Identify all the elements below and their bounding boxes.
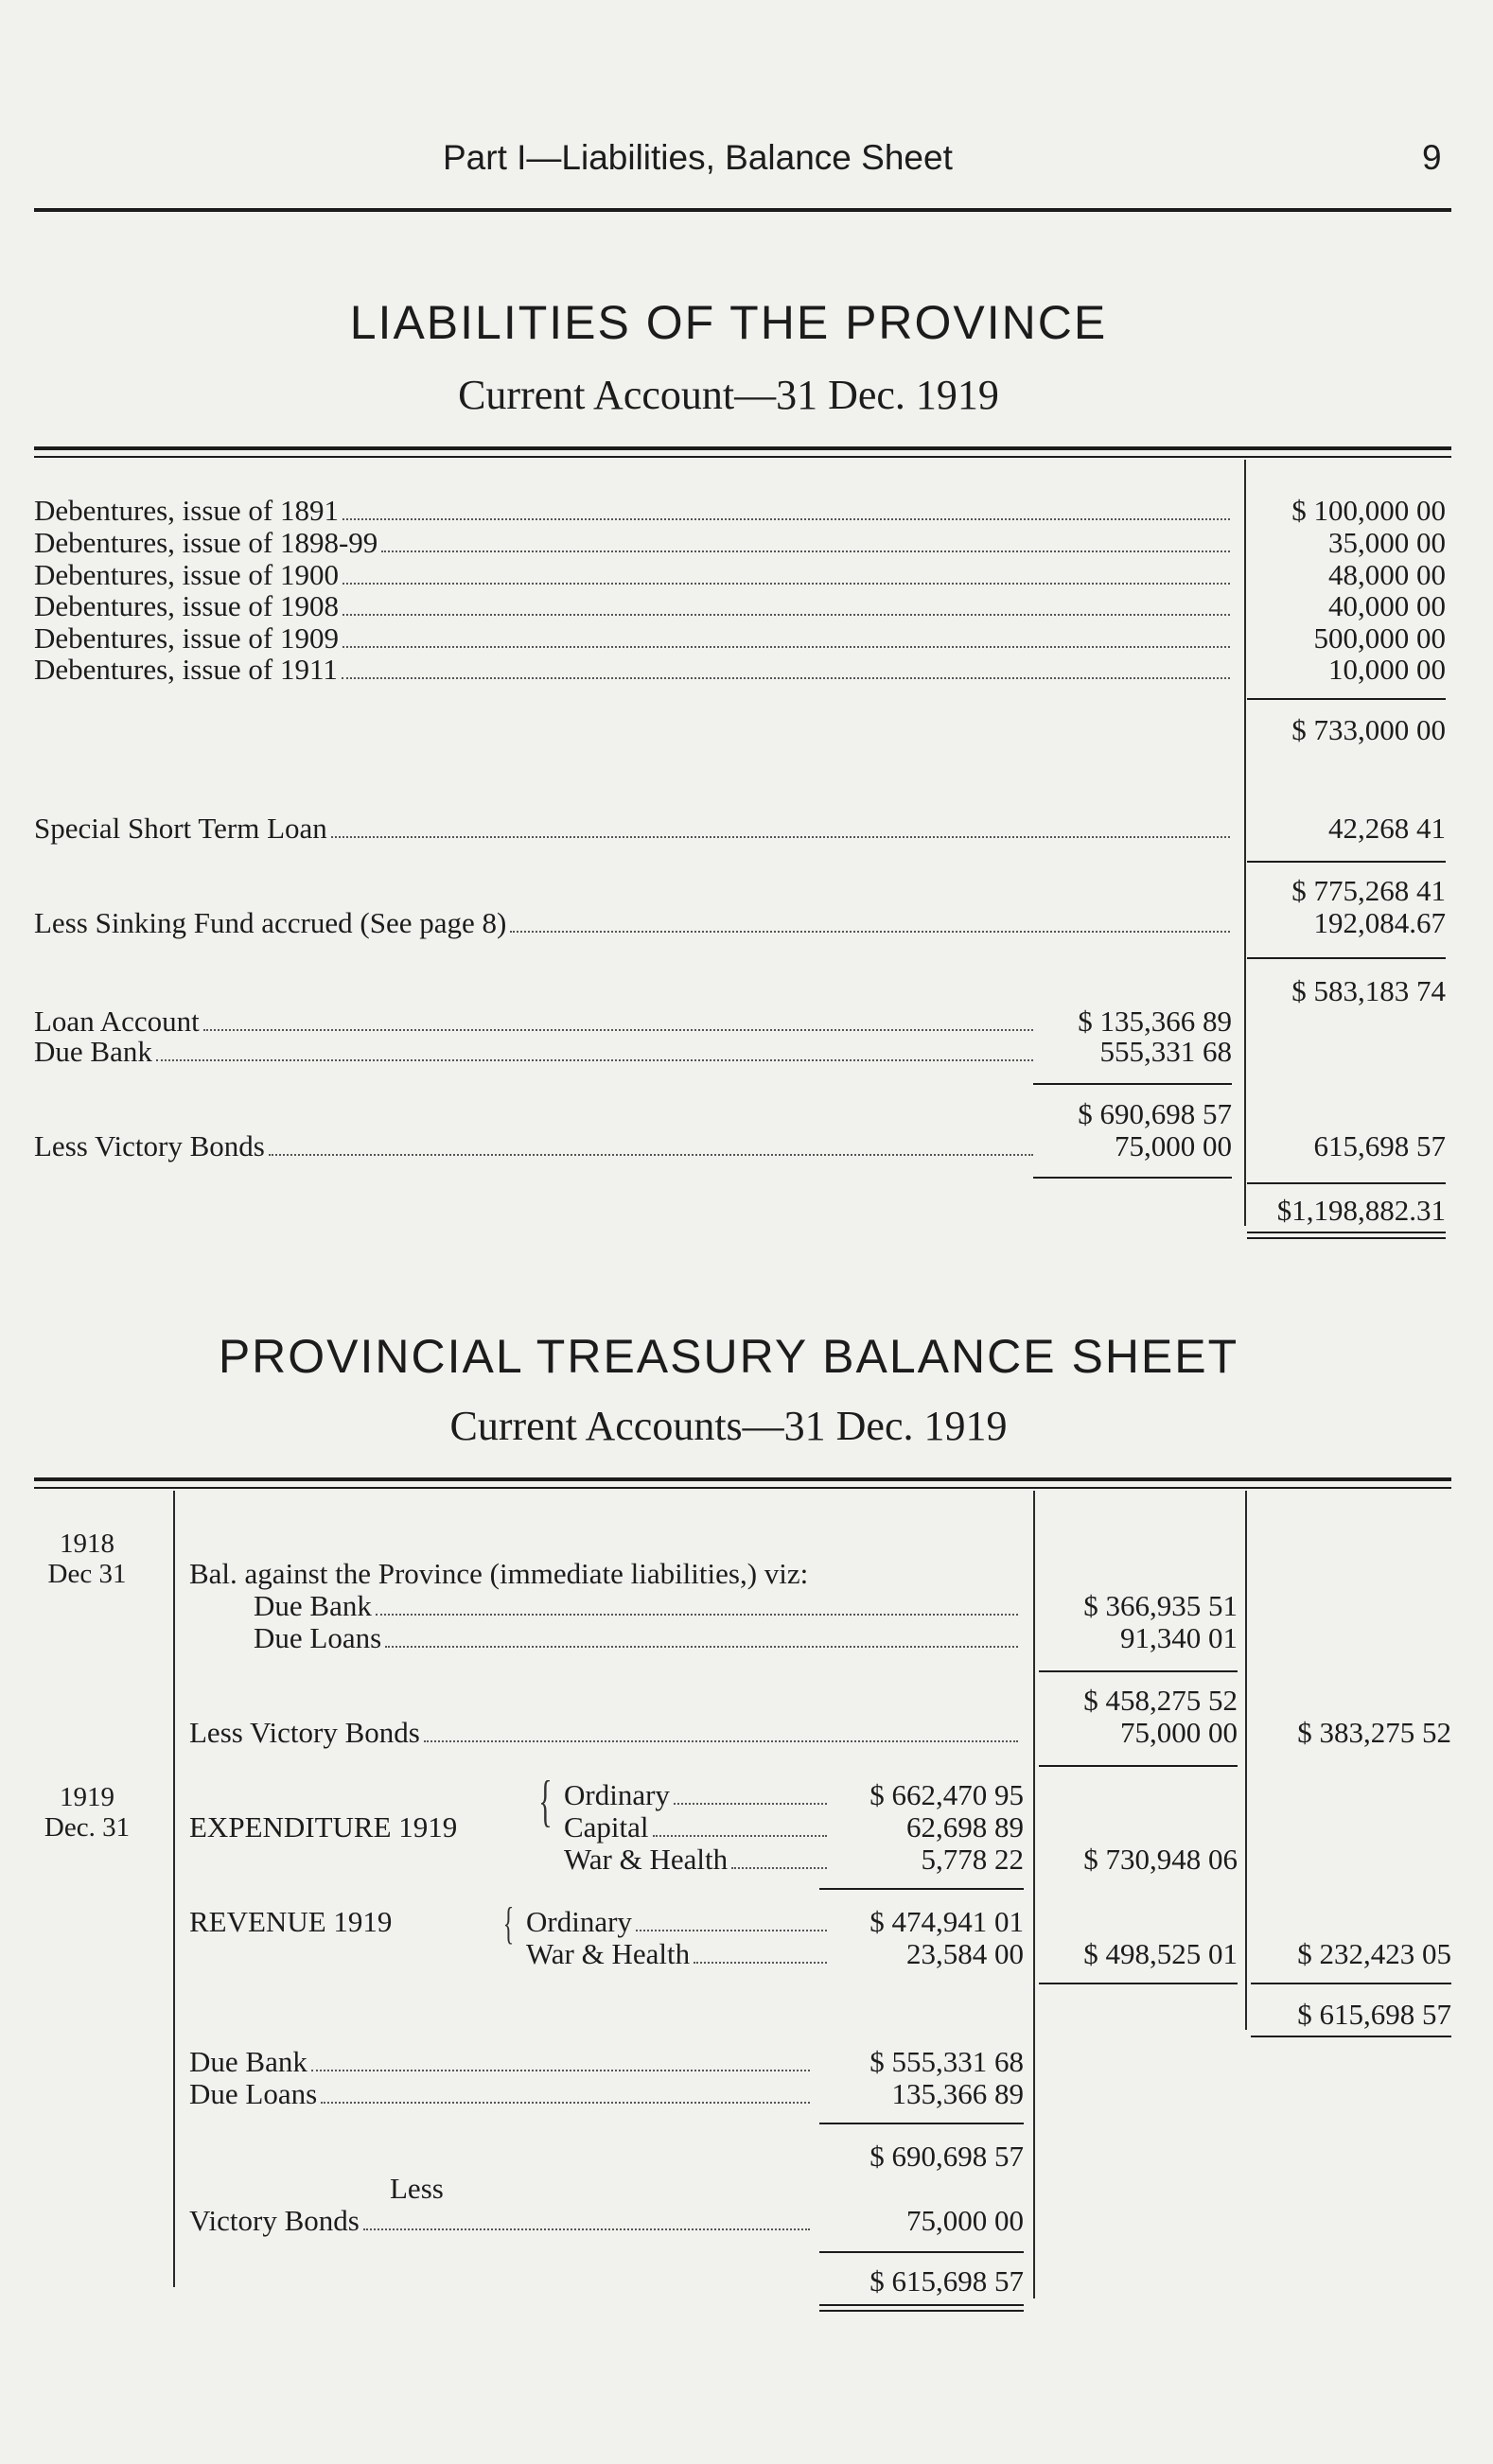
debenture-row: Debentures, issue of 1900 <box>34 558 1234 590</box>
rule <box>819 1888 1024 1890</box>
balance-heading: Bal. against the Province (immediate liabilities,) viz: <box>189 1557 809 1590</box>
liabilities-top-rule <box>34 446 1451 450</box>
due-bank-row: Due Bank <box>34 1035 1037 1067</box>
recon-final: $ 615,698 57 <box>869 2264 1024 2298</box>
revenue-amount: 23,584 00 <box>906 1937 1024 1970</box>
liabilities-top-rule-thin <box>34 456 1451 458</box>
date-day: Dec 31 <box>47 1559 127 1589</box>
treasury-column-divider <box>1245 1491 1247 2030</box>
debenture-amount: 500,000 00 <box>1313 621 1446 655</box>
recon-due-bank-amount: $ 555,331 68 <box>869 2045 1024 2078</box>
liabilities-subtitle: Current Account—31 Dec. 1919 <box>458 372 999 418</box>
rule <box>1247 1237 1446 1239</box>
expenditure-item: Ordinary <box>564 1778 831 1810</box>
subtotal-2: $ 583,183 74 <box>1291 974 1446 1007</box>
running-title: Part I—Liabilities, Balance Sheet <box>443 138 953 177</box>
recon-victory-amount: 75,000 00 <box>906 2204 1024 2237</box>
rule <box>819 2310 1024 2312</box>
due-bank-amount: 555,331 68 <box>1099 1035 1232 1068</box>
special-loan-row: Special Short Term Loan <box>34 812 1234 844</box>
expenditure-amount: 5,778 22 <box>921 1843 1024 1876</box>
rule <box>1247 957 1446 959</box>
expenditure-total: $ 730,948 06 <box>1083 1843 1238 1876</box>
liabilities-title: LIABILITIES OF THE PROVINCE <box>349 296 1108 349</box>
net-balance: $ 383,275 52 <box>1297 1716 1451 1749</box>
expenditure-label: EXPENDITURE 1919 <box>189 1810 458 1844</box>
expenditure-item: Capital <box>564 1810 831 1843</box>
rule <box>819 2304 1024 2306</box>
treasury-column-divider <box>1033 1491 1035 2298</box>
revenue-amount: $ 474,941 01 <box>869 1905 1024 1938</box>
subtotal-1: $ 775,268 41 <box>1291 874 1446 907</box>
sinking-fund-amount: 192,084.67 <box>1313 906 1446 939</box>
liabilities-column-divider <box>1244 460 1246 1226</box>
debenture-row: Debentures, issue of 1911 <box>34 653 1234 685</box>
due-bank-row: Due Bank <box>254 1589 1022 1621</box>
rule <box>1251 2036 1451 2037</box>
surplus: $ 232,423 05 <box>1297 1937 1451 1970</box>
rule <box>1247 1232 1446 1233</box>
rule <box>1251 1983 1451 1984</box>
page-number: 9 <box>1422 138 1442 177</box>
rule <box>1039 1765 1238 1767</box>
debenture-amount: 10,000 00 <box>1328 653 1446 686</box>
expenditure-item: War & Health <box>564 1843 831 1875</box>
less-victory-row: Less Victory Bonds <box>189 1716 1022 1748</box>
recon-due-loans-amount: 135,366 89 <box>891 2077 1024 2110</box>
revenue-brace: { <box>502 1898 515 1948</box>
rule <box>1039 1983 1238 1984</box>
final-total: $ 615,698 57 <box>1297 1998 1451 2031</box>
rule <box>1247 698 1446 700</box>
rule <box>819 2123 1024 2124</box>
header-rule <box>34 208 1451 212</box>
rule <box>1033 1083 1232 1085</box>
debenture-amount: 40,000 00 <box>1328 589 1446 622</box>
debenture-amount: 35,000 00 <box>1328 526 1446 559</box>
due-loans-row: Due Loans <box>254 1621 1022 1653</box>
date-day: Dec. 31 <box>44 1812 131 1843</box>
debenture-row: Debentures, issue of 1908 <box>34 589 1234 621</box>
expenditure-brace: { <box>538 1770 553 1832</box>
recon-total: $ 690,698 57 <box>869 2140 1024 2173</box>
due-bank-amount: $ 366,935 51 <box>1083 1589 1238 1622</box>
rule <box>1039 1670 1238 1672</box>
treasury-subtotal: $ 458,275 52 <box>1083 1684 1238 1717</box>
rule <box>819 2251 1024 2253</box>
debentures-total: $ 733,000 00 <box>1291 713 1446 746</box>
treasury-title: PROVINCIAL TREASURY BALANCE SHEET <box>218 1330 1239 1383</box>
inner-total: $ 690,698 57 <box>1078 1097 1232 1130</box>
debenture-row: Debentures, issue of 1898-99 <box>34 526 1234 558</box>
rule <box>1247 1182 1446 1184</box>
loan-account-row: Loan Account <box>34 1005 1037 1037</box>
revenue-item: War & Health <box>526 1937 831 1969</box>
date-year: 1919 <box>60 1782 114 1812</box>
recon-victory-row: Victory Bonds <box>189 2204 814 2236</box>
special-loan-amount: 42,268 41 <box>1328 812 1446 845</box>
revenue-total: $ 498,525 01 <box>1083 1937 1238 1970</box>
revenue-item: Ordinary <box>526 1905 831 1937</box>
victory-net: 615,698 57 <box>1313 1129 1446 1162</box>
expenditure-amount: $ 662,470 95 <box>869 1778 1024 1811</box>
less-label: Less <box>390 2172 444 2205</box>
debenture-amount: 48,000 00 <box>1328 558 1446 591</box>
victory-bonds-amount: 75,000 00 <box>1115 1129 1232 1162</box>
expenditure-amount: 62,698 89 <box>906 1810 1024 1844</box>
grand-total: $1,198,882.31 <box>1276 1194 1446 1227</box>
treasury-top-rule <box>34 1477 1451 1481</box>
loan-account-amount: $ 135,366 89 <box>1078 1005 1232 1038</box>
less-victory-amount: 75,000 00 <box>1120 1716 1238 1749</box>
debenture-amount: $ 100,000 00 <box>1291 494 1446 527</box>
recon-due-loans-row: Due Loans <box>189 2077 814 2109</box>
victory-bonds-row: Less Victory Bonds <box>34 1129 1037 1162</box>
rule <box>1033 1177 1232 1179</box>
date-column-divider <box>173 1491 175 2287</box>
date-year: 1918 <box>60 1529 114 1559</box>
rule <box>1247 861 1446 863</box>
treasury-subtitle: Current Accounts—31 Dec. 1919 <box>449 1403 1008 1449</box>
treasury-top-rule-thin <box>34 1487 1451 1489</box>
revenue-label: REVENUE 1919 <box>189 1905 393 1938</box>
debenture-row: Debentures, issue of 1909 <box>34 621 1234 654</box>
sinking-fund-row: Less Sinking Fund accrued (See page 8) <box>34 906 1234 938</box>
due-loans-amount: 91,340 01 <box>1120 1621 1238 1654</box>
debenture-row: Debentures, issue of 1891 <box>34 494 1234 526</box>
recon-due-bank-row: Due Bank <box>189 2045 814 2077</box>
